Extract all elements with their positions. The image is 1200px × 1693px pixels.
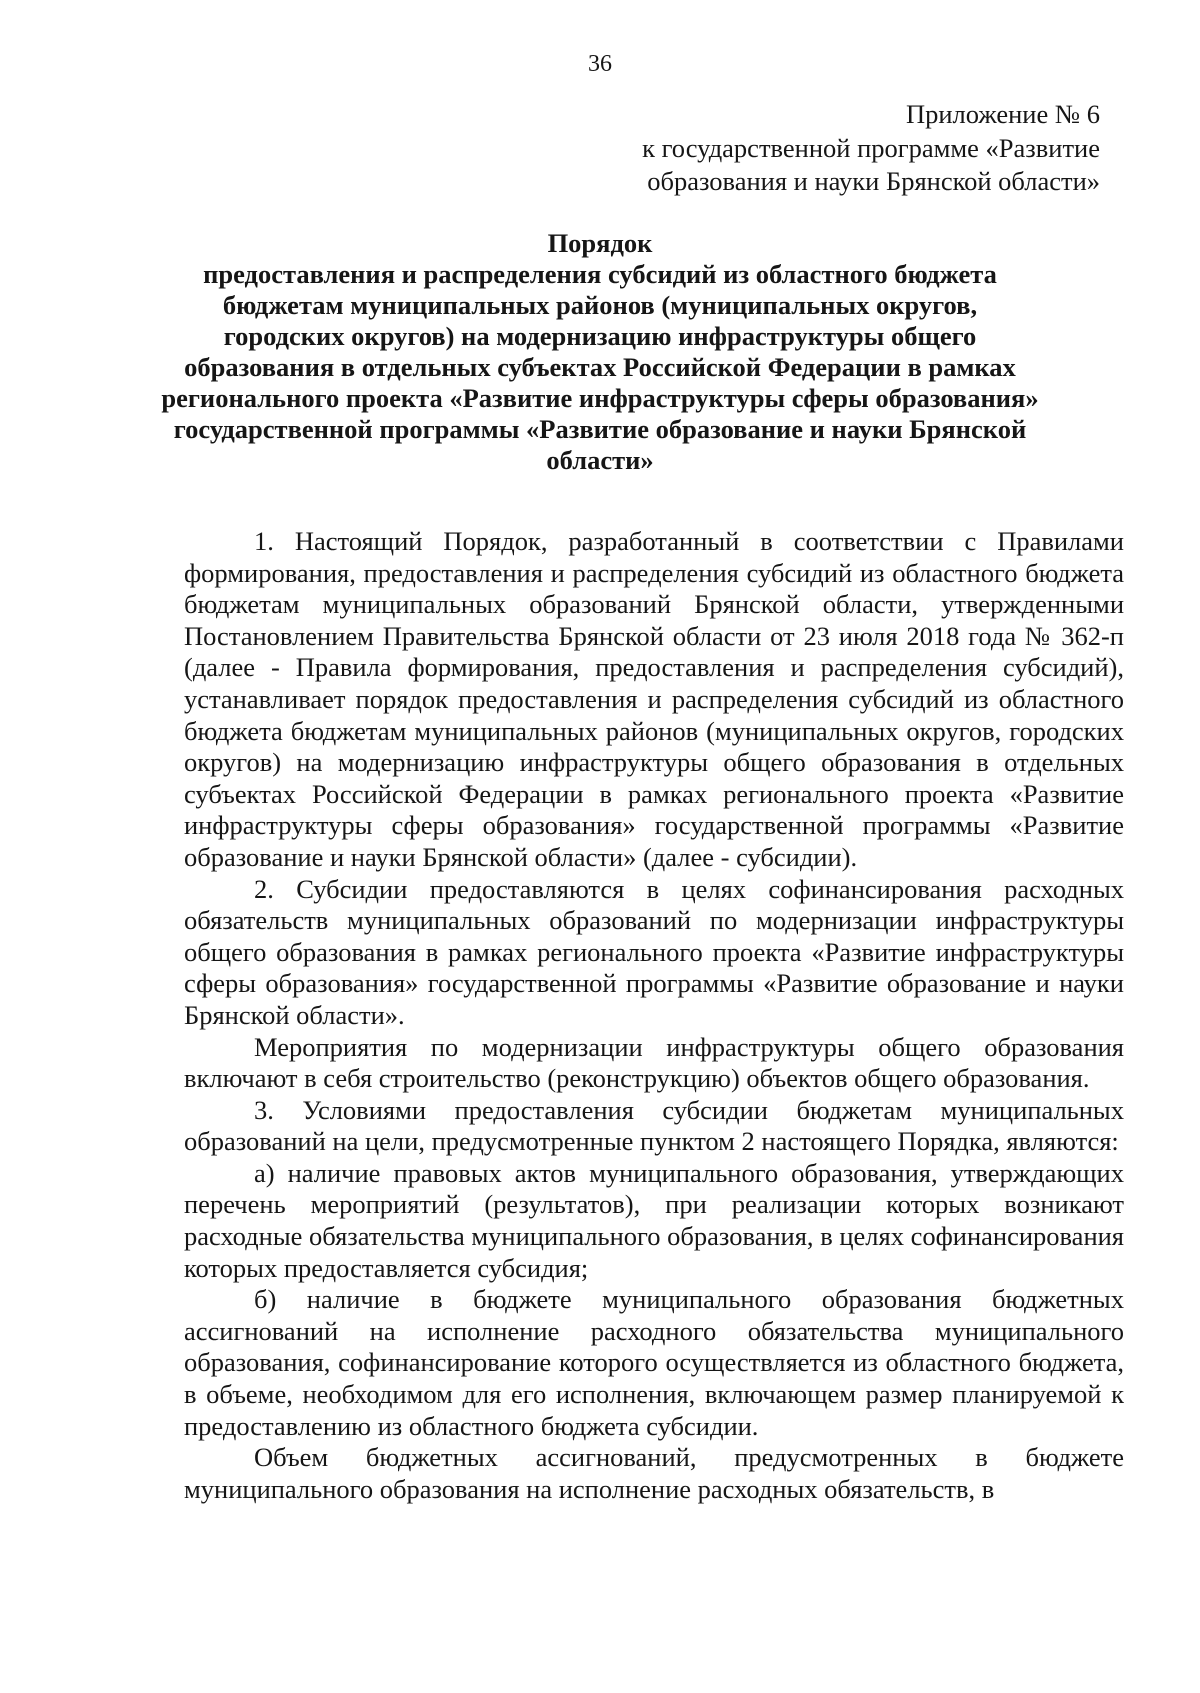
paragraph: Объем бюджетных ассигнований, предусмотренных в бюджете муниципального образования на исполнение расходных обязательств, в <box>184 1442 1124 1504</box>
title-line: государственной программы «Развитие образование и науки Брянской <box>173 414 1027 444</box>
title-heading: Порядок <box>547 228 653 258</box>
title-line: регионального проекта «Развитие инфраструктуры сферы образования» <box>161 383 1039 413</box>
document-body <box>184 526 1124 1505</box>
appendix-line: образования и науки Брянской области» <box>647 166 1100 196</box>
appendix-header <box>580 98 1100 199</box>
appendix-line: Приложение № 6 <box>905 99 1100 129</box>
title-line: городских округов) на модернизацию инфраструктуры общего <box>223 321 977 351</box>
paragraph: 3. Условиями предоставления субсидии бюджетам муниципальных образований на цели, предусмотренные пунктом 2 настоящего Порядка, являются: <box>184 1094 1124 1157</box>
paragraph: 2. Субсидии предоставляются в целях софинансирования расходных обязательств муниципальных образований по модернизации инфраструктуры общего образования в рамках регионального проекта «Развитие инфраструктуры сферы образования» государственной программы «Развитие образование и науки Брянской области». <box>184 873 1124 1030</box>
appendix-line: к государственной программе «Развитие <box>642 132 1100 163</box>
title-line: бюджетам муниципальных районов (муниципальных округов, <box>222 290 978 320</box>
title-line: образования в отдельных субъектах Российской Федерации в рамках <box>184 352 1016 382</box>
paragraph: а) наличие правовых актов муниципального образования, утверждающих перечень мероприятий (результатов), при реализации которых возникают расходные обязательства муниципального образования, в целях софинансирования которых предоставляется субсидия; <box>184 1157 1124 1283</box>
paragraph: Мероприятия по модернизации инфраструктуры общего образования включают в себя строительство (реконструкцию) объектов общего образования. <box>184 1031 1124 1094</box>
title-line: предоставления и распределения субсидий из областного бюджета <box>203 259 997 289</box>
paragraph: б) наличие в бюджете муниципального образования бюджетных ассигнований на исполнение расходного обязательства муниципального образования, софинансирование которого осуществляется из областного бюджета, в объеме, необходимом для его исполнения, включающем размер планируемой к предоставлению из областного бюджета субсидии. <box>184 1284 1124 1441</box>
document-title <box>150 228 1050 476</box>
paragraph: 1. Настоящий Порядок, разработанный в соответствии с Правилами формирования, предоставления и распределения субсидий из областного бюджета бюджетам муниципальных образований Брянской области, утвержденными Постановлением Правительства Брянской области от 23 июля 2018 года № 362-п (далее - Правила формирования, предоставления и распределения субсидий), устанавливает порядок предоставления и распределения субсидий из областного бюджета бюджетам муниципальных районов (муниципальных округов, городских округов) на модернизацию инфраструктуры общего образования в отдельных субъектах Российской Федерации в рамках регионального проекта «Развитие инфраструктуры сферы образования» государственной программы «Развитие образование и науки Брянской области» (далее - субсидии). <box>184 526 1124 872</box>
page-number: 36 <box>588 51 612 77</box>
title-line: области» <box>546 445 654 475</box>
